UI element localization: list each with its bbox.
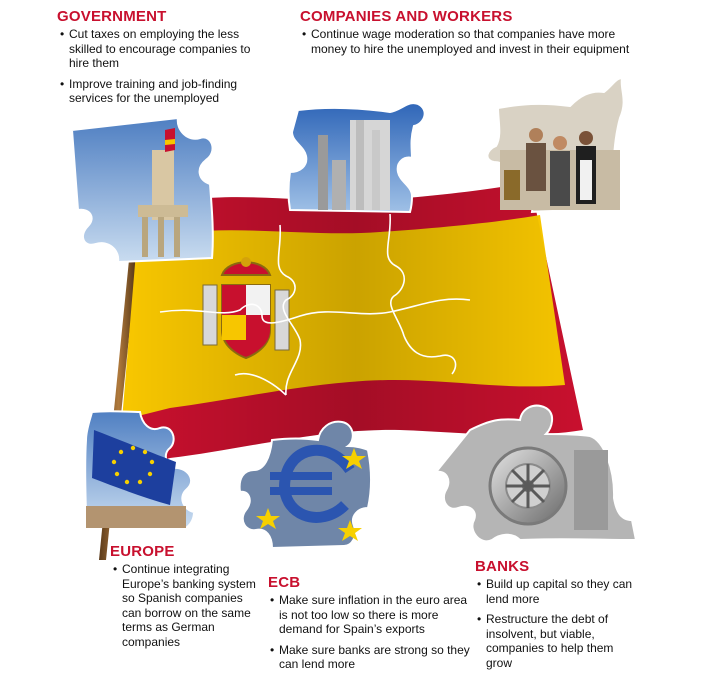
government-building-piece — [72, 118, 213, 262]
factory-piece — [289, 103, 425, 212]
europe-bullet: • Continue integrating Europe’s banking system so Spanish companies can borrow on the same terms as German companies — [113, 562, 261, 649]
ecb-bullet: • Make sure banks are strong so they can lend more — [270, 643, 475, 672]
ecb-bullet: • Make sure inflation in the euro area is not too low so there is more demand for Spain’s exports — [270, 593, 475, 637]
ecb-heading: ECB — [268, 574, 301, 591]
europe-heading: EUROPE — [110, 543, 175, 560]
europe-bullets — [113, 562, 261, 655]
government-bullets — [60, 27, 270, 112]
government-bullet: • Improve training and job-finding services for the unemployed — [60, 77, 270, 106]
workers-piece — [487, 78, 623, 212]
companies-bullets — [302, 27, 647, 62]
banks-bullet: • Restructure the debt of insolvent, but viable, companies to help them grow — [477, 612, 637, 670]
companies-bullet: • Continue wage moderation so that companies have more money to hire the unemployed and invest in their equipment — [302, 27, 647, 56]
vault-wheel-spokes — [506, 464, 550, 508]
companies-heading: COMPANIES AND WORKERS — [300, 8, 513, 25]
government-bullet: • Cut taxes on employing the less skilled to encourage companies to hire them — [60, 27, 270, 71]
banks-bullet: • Build up capital so they can lend more — [477, 577, 637, 606]
banks-bullets — [477, 577, 637, 676]
banks-heading: BANKS — [475, 558, 530, 575]
government-heading: GOVERNMENT — [57, 8, 167, 25]
ecb-bullets — [270, 593, 475, 677]
